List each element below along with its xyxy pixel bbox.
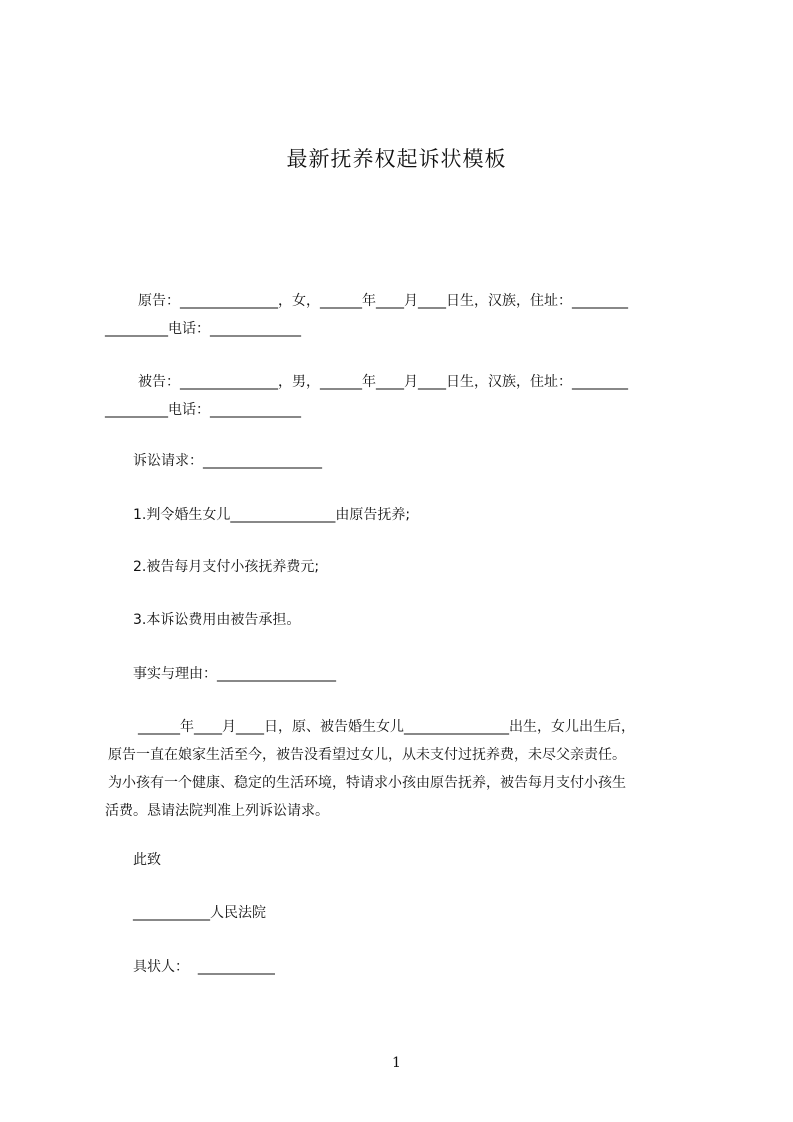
facts-line-2: 原告一直在娘家生活至今，被告没看望过女儿，从未支付过抚养费，未尽父亲责任。: [108, 747, 626, 763]
claim-item-1: 1.判令婚生女儿_______________由原告抚养;: [133, 507, 411, 523]
closing-salutation: 此致: [133, 852, 161, 868]
claim-item-3: 3.本诉讼费用由被告承担。: [133, 612, 301, 628]
defendant-info: [105, 368, 702, 424]
facts-paragraph: [105, 713, 702, 825]
plaintiff-line-1: 原告：______________，女，______年____月____日生，汉族，住址：________: [138, 293, 628, 309]
defendant-line-1: 被告：______________，男，______年____月____日生，汉族，住址：________: [138, 374, 628, 390]
plaintiff-info: [105, 287, 702, 343]
document-title: 最新抚养权起诉状模板: [286, 147, 507, 171]
defendant-line-2: _________电话：_____________: [105, 402, 301, 418]
page-number: 1: [392, 1055, 401, 1071]
facts-line-4: 活费。恳请法院判准上列诉讼请求。: [105, 803, 329, 819]
facts-line-1: ______年____月____日，原、被告婚生女儿_______________出生，女儿出生后，: [138, 719, 635, 735]
claims-heading: 诉讼请求：_________________: [133, 453, 322, 469]
plaintiff-line-2: _________电话：_____________: [105, 321, 301, 337]
facts-heading: 事实与理由：_________________: [133, 666, 336, 682]
court-name: ___________人民法院: [133, 905, 266, 921]
facts-line-3: 为小孩有一个健康、稳定的生活环境，特请求小孩由原告抚养，被告每月支付小孩生: [108, 775, 626, 791]
signer-line: 具状人： ___________: [133, 959, 275, 975]
claim-item-2: 2.被告每月支付小孩抚养费元;: [133, 559, 320, 575]
